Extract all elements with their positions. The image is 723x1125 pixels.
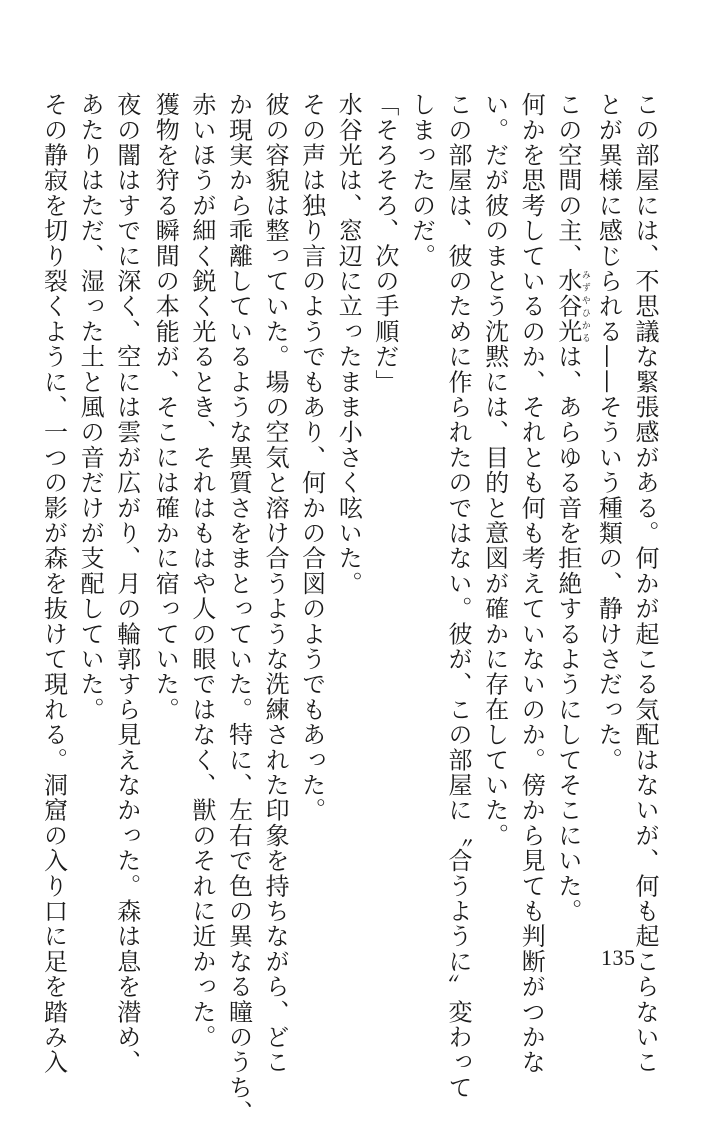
text-column: その静寂を切り裂くように、一つの影が森を抜けて現れる。洞窟の入り口に足を踏み入	[39, 92, 68, 1075]
text-column: い。だが彼のまとう沈黙には、目的と意図が確かに存在していた。	[480, 92, 509, 848]
text-column: あたりはただ、湿った土と風の音だけが支配していた。	[76, 92, 105, 722]
text-column: しまったのだ。	[407, 92, 436, 269]
page-number: 135	[601, 945, 636, 970]
text-segment: ——そういう種類の、静けさだった。	[594, 344, 623, 773]
text-column: 何かを思考しているのか、それとも何も考えていないのか。傍から見ても判断がつかな	[517, 92, 546, 1075]
text-segment: とが異様に感じられる	[594, 92, 623, 344]
text-column: 彼の容貌は整っていた。場の空気と溶け合うような洗練された印象を持ちながら、どこ	[261, 92, 290, 1075]
ruby-name	[553, 268, 590, 345]
text-column: この部屋には、不思議な緊張感がある。何かが起こる気配はないが、何も起こらないこ	[631, 92, 659, 1075]
text-column: か現実から乖離しているような異質さをまとっていた。特に、左右で色の異なる瞳のうち、	[224, 92, 253, 1125]
text-column: その声は独り言のようでもあり、何かの合図のようでもあった。	[297, 92, 326, 823]
text-column: 「そろそろ、次の手順だ」	[370, 92, 399, 395]
text-column: この部屋は、彼のために作られたのではない。彼が、この部屋に〝合うように〟変わって	[444, 92, 473, 1100]
text-segment: は、あらゆる音を拒絶するようにしてそこにいた。	[553, 344, 582, 924]
text-column: 夜の闇はすでに深く、空には雲が広がり、月の輪郭すら見えなかった。森は息を潜め、	[112, 92, 141, 1075]
text-column	[549, 92, 590, 938]
text-column	[590, 92, 627, 938]
text-column: 獲物を狩る瞬間の本能が、そこには確かに宿っていた。	[151, 92, 180, 722]
ruby-base: 水谷光	[553, 268, 582, 345]
text-column: 赤いほうが細く鋭く光るとき、それはもはや人の眼ではなく、獣のそれに近かった。	[187, 92, 216, 1050]
text-column: 水谷光は、窓辺に立ったまま小さく呟いた。	[334, 92, 363, 596]
ruby-reading: みずやひかる	[579, 268, 590, 345]
text-segment: この空間の主、	[553, 92, 582, 269]
